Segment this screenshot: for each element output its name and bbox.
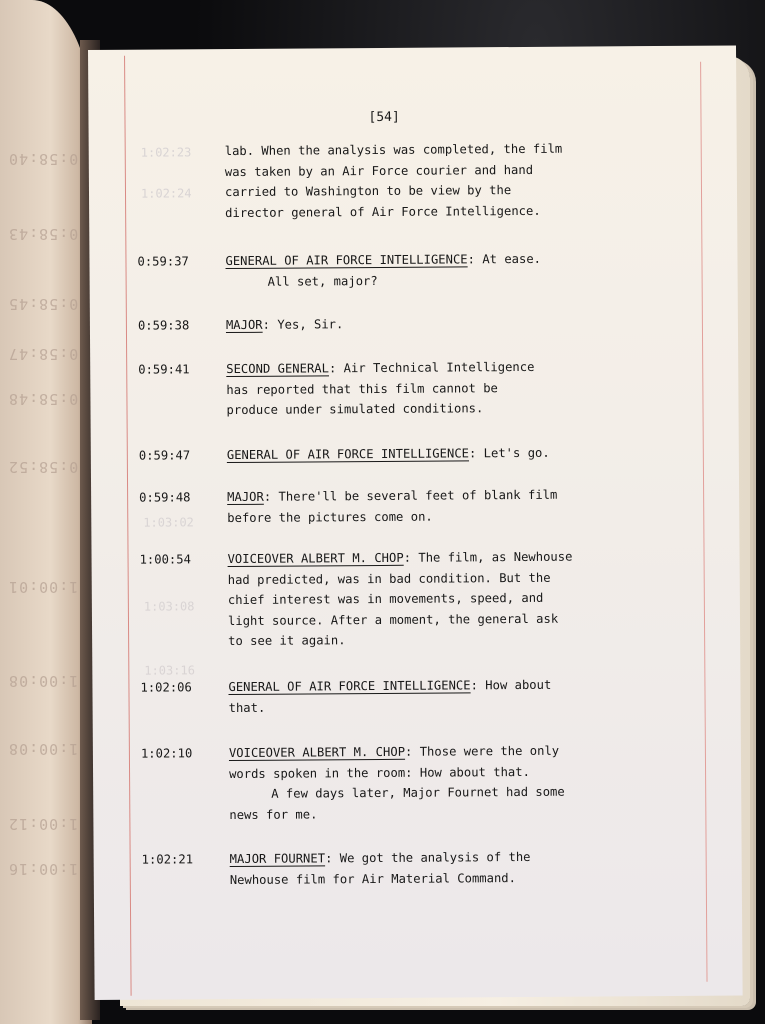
dialogue-line: : Let's go. bbox=[468, 445, 550, 461]
dialogue-line: : There'll be several feet of blank film bbox=[263, 487, 558, 504]
dialogue-body bbox=[225, 248, 695, 292]
dialogue-line: : We got the analysis of the bbox=[324, 849, 531, 866]
dialogue-line: : How about bbox=[470, 677, 552, 693]
speaker-name: SECOND GENERAL bbox=[226, 361, 330, 377]
dialogue-line: Newhouse film for Air Material Command. bbox=[229, 870, 517, 887]
timecode: 0:59:48 bbox=[139, 490, 191, 505]
dialogue-line: A few days later, Major Fournet had some bbox=[271, 784, 565, 801]
dialogue-body bbox=[230, 846, 700, 890]
bleed-timecode: 0:58:48 bbox=[8, 390, 79, 408]
bleed-timecode: 0:58:45 bbox=[8, 295, 79, 313]
bleed-timecode: 1:00:08 bbox=[8, 740, 79, 758]
dialogue-line: carried to Washington to be view by the bbox=[224, 183, 512, 200]
speaker-name: MAJOR bbox=[225, 317, 263, 333]
bleed-timecode: 1:03:08 bbox=[143, 599, 195, 614]
speaker-name: GENERAL OF AIR FORCE INTELLIGENCE bbox=[226, 446, 470, 463]
dialogue-line: before the pictures come on. bbox=[227, 509, 433, 525]
dialogue-line: : At ease. bbox=[467, 251, 542, 267]
page-number: [54] bbox=[368, 109, 400, 126]
dialogue-line: : The film, as Newhouse bbox=[403, 549, 573, 565]
dialogue-body bbox=[227, 546, 698, 652]
timecode: 0:59:38 bbox=[137, 318, 190, 333]
script-entry bbox=[138, 356, 718, 418]
dialogue-line: that. bbox=[228, 700, 266, 715]
dialogue-line: produce under simulated conditions. bbox=[226, 401, 484, 418]
left-facing-page bbox=[0, 0, 92, 1024]
speaker-name: VOICEOVER ALBERT M. CHOP bbox=[227, 550, 404, 567]
script-entry bbox=[140, 740, 721, 822]
dialogue-line: has reported that this film cannot be bbox=[226, 380, 498, 397]
dialogue-line: : Those were the only bbox=[404, 743, 560, 759]
timecode: 1:02:10 bbox=[140, 746, 193, 761]
bleed-timecode: 1:03:02 bbox=[143, 515, 194, 530]
bleed-timecode: 1:00:08 bbox=[8, 672, 79, 690]
dialogue-body bbox=[226, 312, 696, 336]
dialogue-line: was taken by an Air Force courier and hand bbox=[224, 162, 534, 179]
timecode: 1:02:06 bbox=[140, 680, 192, 695]
timecode: 0:59:37 bbox=[137, 254, 189, 269]
script-entry bbox=[138, 442, 719, 463]
bleed-timecode: 0:58:47 bbox=[8, 345, 79, 363]
bleed-timecode: 0:58:52 bbox=[8, 458, 79, 476]
speaker-name: VOICEOVER ALBERT M. CHOP bbox=[228, 744, 406, 761]
dialogue-line: had predicted, was in bad condition. But the bbox=[227, 570, 551, 587]
script-entry bbox=[137, 312, 718, 333]
dialogue-line: light source. After a moment, the general ask bbox=[227, 611, 559, 628]
speaker-name: MAJOR FOURNET bbox=[229, 851, 326, 867]
speaker-name: MAJOR bbox=[227, 489, 264, 505]
timecode: 0:59:47 bbox=[138, 448, 191, 463]
dialogue-line: lab. When the analysis was completed, the film bbox=[224, 141, 563, 159]
dialogue-line: director general of Air Force Intelligence. bbox=[225, 203, 541, 220]
dialogue-line: : Yes, Sir. bbox=[262, 317, 344, 332]
dialogue-line: news for me. bbox=[229, 806, 318, 822]
bleed-timecode: 1:02:23 bbox=[140, 145, 192, 160]
bleed-timecode: 0:58:40 bbox=[8, 150, 79, 168]
dialogue-body bbox=[227, 484, 697, 528]
dialogue-line: : Air Technical Intelligence bbox=[328, 359, 535, 376]
bleed-timecode: 1:00:12 bbox=[8, 815, 79, 833]
script-entry bbox=[137, 248, 717, 289]
script-entry bbox=[141, 846, 722, 887]
dialogue-line: to see it again. bbox=[228, 633, 346, 649]
bleed-timecode: 0:58:43 bbox=[8, 225, 79, 243]
dialogue-line: All set, major? bbox=[267, 273, 378, 289]
speaker-name: GENERAL OF AIR FORCE INTELLIGENCE bbox=[228, 678, 471, 695]
timecode: 0:59:41 bbox=[138, 362, 190, 377]
dialogue-body bbox=[225, 138, 696, 223]
bleed-timecode: 1:03:16 bbox=[144, 663, 195, 678]
dialogue-body bbox=[228, 674, 698, 718]
script-entry bbox=[140, 674, 720, 715]
dialogue-body bbox=[227, 442, 697, 466]
timecode: 1:02:21 bbox=[141, 852, 194, 867]
dialogue-line: words spoken in the room: How about that. bbox=[229, 764, 530, 781]
dialogue-body bbox=[229, 740, 700, 825]
timecode: 1:00:54 bbox=[139, 552, 191, 567]
document-page bbox=[88, 45, 743, 1000]
bleed-timecode: 1:00:16 bbox=[8, 860, 79, 878]
speaker-name: GENERAL OF AIR FORCE INTELLIGENCE bbox=[225, 252, 468, 269]
left-margin-rule bbox=[124, 56, 132, 996]
right-margin-rule bbox=[700, 62, 707, 982]
dialogue-body bbox=[226, 356, 696, 421]
bleed-timecode: 1:00:01 bbox=[8, 578, 79, 596]
bleed-timecode: 1:02:24 bbox=[140, 186, 192, 201]
dialogue-line: chief interest was in movements, speed, and bbox=[227, 590, 544, 608]
